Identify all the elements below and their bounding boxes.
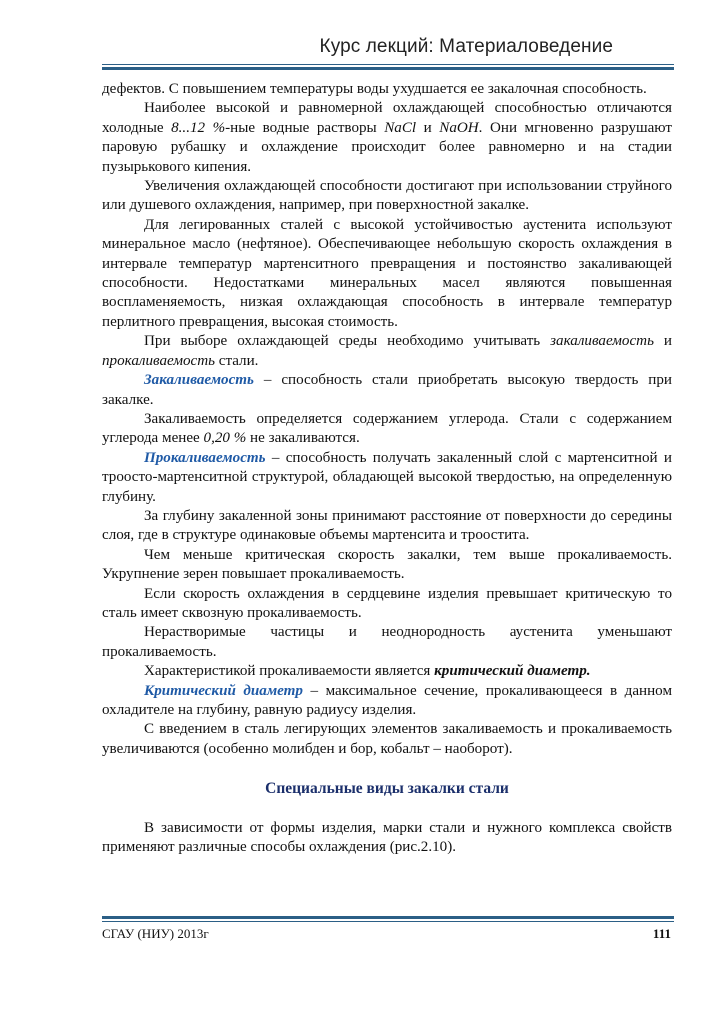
term-depth-hardenability-inline: прокаливаемость xyxy=(102,352,215,369)
paragraph-7-text-a: Закаливаемость определяется содержанием углерода. Стали с содержанием углерода менее xyxy=(102,410,672,447)
paragraph-14 xyxy=(102,682,672,721)
paragraph-11: Если скорость охлаждения в сердцевине изделия превышает критическую то сталь имеет сквозную прокаливаемость. xyxy=(102,585,672,621)
term-hardenability-inline: закаливаемость xyxy=(550,333,654,350)
header-title: Курс лекций: Материаловедение xyxy=(319,36,613,57)
header-rule-thick xyxy=(102,67,674,70)
paragraph-1: дефектов. С повышением температуры воды ухудшается ее закалочная способность. xyxy=(102,81,647,97)
paragraph-5-text-c: и xyxy=(653,333,672,350)
paragraph-7 xyxy=(102,410,672,449)
paragraph-4: Для легированных сталей с высокой устойчивостью аустенита используют минеральное масло (нефтяное). Обеспечивающее небольшую скорость охлаждения в интервале температур мартенситного превращения и постоянство закаливающей способности. Недостатками минеральных масел являются повышенная воспламеняемость, низкая охлаждающая способность в интервале температур перлитного превращения, высокая стоимость. xyxy=(102,216,672,330)
formula-nacl: NaCl xyxy=(384,119,417,136)
footer-rule-thin xyxy=(102,921,674,922)
term-hardenability: Закаливаемость xyxy=(144,372,254,389)
paragraph-3: Увеличения охлаждающей способности достигают при использовании струйного или душевого охлаждения, например, при поверхностной закалке. xyxy=(102,178,672,214)
footer-rule-thick xyxy=(102,916,674,919)
paragraph-13 xyxy=(102,662,672,681)
concentration-value: 8...12 % xyxy=(171,119,226,136)
term-depth-hardenability: Прокаливаемость xyxy=(144,449,266,466)
footer-institution: СГАУ (НИУ) 2013г xyxy=(102,926,209,941)
term-critical-diameter: Критический диаметр xyxy=(144,682,303,699)
paragraph-9: За глубину закаленной зоны принимают расстояние от поверхности до середины слоя, где в структуре одинаковые объемы мартенсита и троостита. xyxy=(102,507,672,544)
paragraph-8-definition: – способность получать закаленный слой с мартенситной и троосто-мартенситной структурой, обладающей высокой твердостью, на определенную глубину. xyxy=(102,449,672,505)
section-title: Специальные виды закалки стали xyxy=(265,780,509,798)
paragraph-2 xyxy=(102,99,672,177)
carbon-threshold: 0,20 % xyxy=(203,430,247,447)
paragraph-2-text-g: . Они мгновенно разрушают паровую рубашку и охлаждение происходит более равномерно и на стадии пузырькового кипения. xyxy=(102,119,672,175)
paragraph-12: Нерастворимые частицы и неоднородность аустенита уменьшают прокаливаемость. xyxy=(102,624,672,660)
paragraph-2-text-a: Наиболее высокой и равномерной охлаждающей способностью отличаются холодные xyxy=(102,100,672,136)
paragraph-5-text-e: стали. xyxy=(214,352,259,369)
paragraph-10: Чем меньше критическая скорость закалки, тем выше прокаливаемость. Укрупнение зерен повышает прокаливаемость. xyxy=(102,546,672,583)
paragraph-16: В зависимости от формы изделия, марки стали и нужного комплекса свойств применяют различные способы охлаждения (рис.2.10). xyxy=(102,819,672,856)
paragraph-5-text-a: При выборе охлаждающей среды необходимо учитывать xyxy=(144,333,551,350)
page-number: 111 xyxy=(652,926,671,941)
critical-diameter-inline: критический диаметр. xyxy=(434,663,591,680)
paragraph-7-text-c: не закаливаются. xyxy=(246,430,360,447)
paragraph-2-text-e: и xyxy=(416,119,440,136)
document-body xyxy=(102,80,672,857)
paragraph-6-definition: – способность стали приобретать высокую твердость при закалке. xyxy=(102,372,672,408)
paragraph-15: С введением в сталь легирующих элементов закаливаемость и прокаливаемость увеличиваются (особенно молибден и бор, кобальт – наоборот). xyxy=(102,721,672,757)
paragraph-2-text-c: -ные водные растворы xyxy=(225,119,385,136)
paragraph-14-definition: – максимальное сечение, прокаливающееся в данном охладителе на глубину, равную радиусу изделия. xyxy=(102,682,672,718)
paragraph-5 xyxy=(102,332,672,371)
paragraph-13-text-a: Характеристикой прокаливаемости является xyxy=(144,663,435,680)
formula-naoh: NaOH xyxy=(439,119,479,136)
paragraph-8 xyxy=(102,449,672,507)
paragraph-6 xyxy=(102,371,672,410)
header-rule-thin xyxy=(102,64,674,65)
